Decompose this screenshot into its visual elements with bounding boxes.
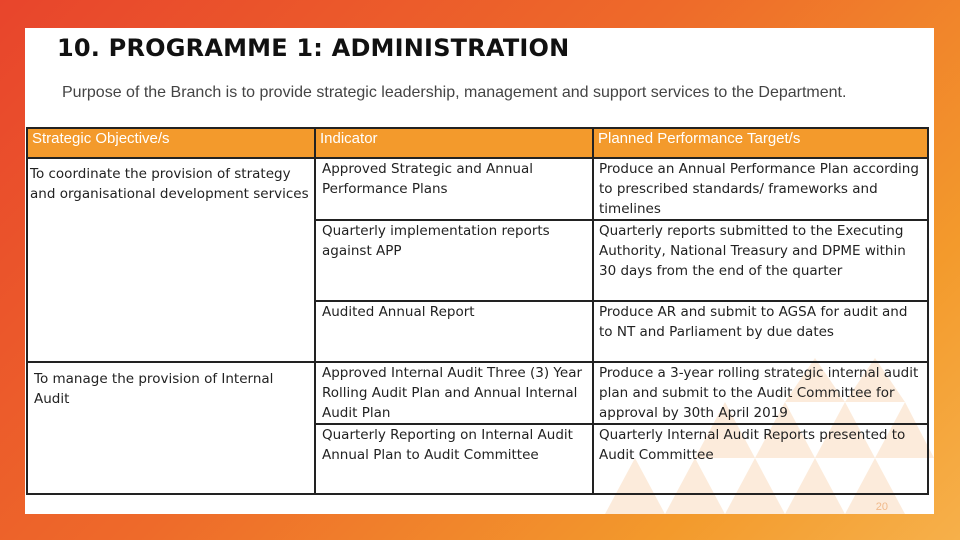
header-indicator: Indicator bbox=[315, 128, 593, 158]
indicator-cell: Audited Annual Report bbox=[315, 301, 593, 362]
page-number: 20 bbox=[875, 501, 888, 513]
table-row bbox=[27, 158, 928, 220]
table-row bbox=[27, 362, 928, 424]
indicator-cell: Quarterly implementation reports against APP bbox=[315, 220, 593, 301]
target-cell: Quarterly reports submitted to the Executing Authority, National Treasury and DPME within 30 days from the end of the quarter bbox=[593, 220, 928, 301]
target-cell: Quarterly Internal Audit Reports presented to Audit Committee bbox=[593, 424, 928, 494]
branch-purpose-text: Purpose of the Branch is to provide strategic leadership, management and support services to the Department. bbox=[62, 84, 847, 101]
performance-table bbox=[26, 127, 929, 495]
indicator-cell: Approved Internal Audit Three (3) Year Rolling Audit Plan and Annual Internal Audit Plan bbox=[315, 362, 593, 424]
target-cell: Produce AR and submit to AGSA for audit and to NT and Parliament by due dates bbox=[593, 301, 928, 362]
objective-cell: To manage the provision of Internal Audit bbox=[27, 362, 315, 494]
indicator-cell: Quarterly Reporting on Internal Audit Annual Plan to Audit Committee bbox=[315, 424, 593, 494]
table-header-row bbox=[27, 128, 928, 158]
target-cell: Produce a 3-year rolling strategic internal audit plan and submit to the Audit Committee for approval by 30th April 2019 bbox=[593, 362, 928, 424]
header-planned-targets: Planned Performance Target/s bbox=[593, 128, 928, 158]
target-cell: Produce an Annual Performance Plan according to prescribed standards/ frameworks and timelines bbox=[593, 158, 928, 220]
indicator-cell: Approved Strategic and Annual Performance Plans bbox=[315, 158, 593, 220]
slide bbox=[25, 28, 934, 514]
objective-cell: To coordinate the provision of strategy and organisational development services bbox=[27, 158, 315, 362]
header-strategic-objectives: Strategic Objective/s bbox=[27, 128, 315, 158]
slide-title: 10. PROGRAMME 1: ADMINISTRATION bbox=[57, 34, 570, 62]
